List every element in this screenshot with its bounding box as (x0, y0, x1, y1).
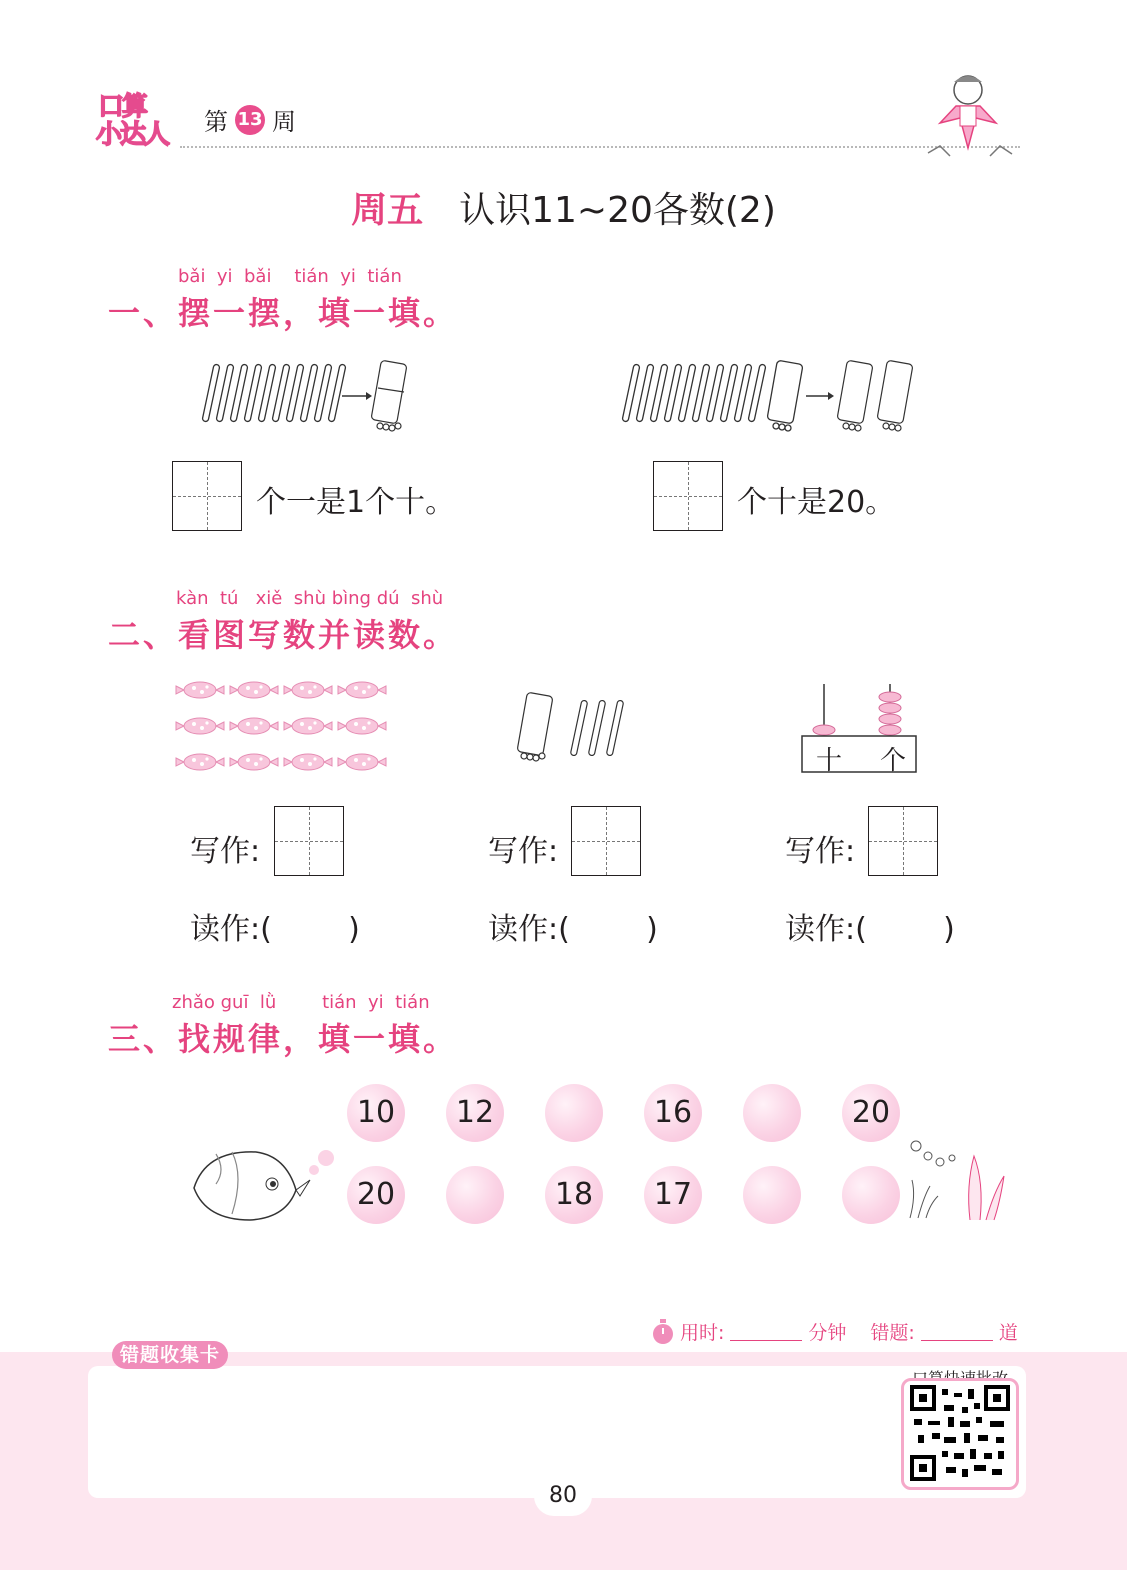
sticks-to-bundle-illustration (200, 356, 420, 432)
page-number: 80 (534, 1476, 592, 1516)
abacus-tens-label: 十 (816, 746, 843, 776)
page-title (0, 182, 1127, 233)
write-box-2[interactable] (571, 806, 641, 876)
section1-title: 一、摆一摆，填一填。 (108, 294, 459, 332)
pattern-bubble: 12 (446, 1084, 504, 1142)
stopwatch-icon (650, 1319, 676, 1345)
pattern-bubble: 10 (347, 1084, 405, 1142)
abacus-bead (879, 703, 901, 713)
time-label: 用时: (680, 1322, 725, 1344)
abacus-bead (879, 725, 901, 735)
title-day: 周五 (351, 190, 424, 231)
section3-title: 三、找规律，填一填。 (108, 1020, 459, 1058)
qr-code[interactable] (901, 1378, 1019, 1490)
candies-illustration (172, 676, 394, 778)
pattern-bubble: 20 (842, 1084, 900, 1142)
week-suffix: 周 (272, 108, 296, 136)
abacus-bead (879, 714, 901, 724)
read-label-1[interactable]: 读作:( ) (190, 912, 360, 947)
pattern-bubble: 20 (347, 1166, 405, 1224)
abacus-bead (813, 725, 835, 735)
write-label-2: 写作: (488, 834, 559, 869)
logo-line2: 小达人 (96, 120, 169, 150)
answer-box-2[interactable] (653, 461, 723, 531)
abacus-ones-label: 个 (880, 746, 907, 776)
seaweed-illustration (900, 1136, 1016, 1226)
pattern-bubble: 17 (644, 1166, 702, 1224)
errors-blank[interactable] (921, 1340, 993, 1341)
week-prefix: 第 (204, 108, 228, 136)
read-label-2[interactable]: 读作:( ) (488, 912, 658, 947)
title-topic: 认识11~20各数(2) (459, 190, 776, 231)
error-collection-tag: 错题收集卡 (112, 1341, 228, 1369)
section2-pinyin: kàn tú xiě shù bìng dú shù (176, 588, 444, 609)
read-label-3[interactable]: 读作:( ) (785, 912, 955, 947)
brand-logo (96, 86, 178, 148)
pattern-bubble: 16 (644, 1084, 702, 1142)
q2-text: 个十是20。 (737, 485, 896, 520)
errors-unit: 道 (998, 1322, 1018, 1344)
abacus-bead (879, 692, 901, 702)
sticks-to-two-bundles-illustration (620, 356, 930, 432)
time-errors-line (650, 1318, 1018, 1345)
pattern-bubble[interactable] (545, 1084, 603, 1142)
pattern-bubble[interactable] (446, 1166, 504, 1224)
errors-label: 错题: (870, 1322, 915, 1344)
write-label-3: 写作: (785, 834, 856, 869)
week-label (204, 102, 296, 137)
minutes-label: 分钟 (808, 1322, 847, 1344)
header-divider (180, 146, 1020, 148)
mascot-illustration (920, 68, 1020, 163)
q1-text: 个一是1个十。 (256, 485, 456, 520)
write-label-1: 写作: (190, 834, 261, 869)
time-blank[interactable] (730, 1340, 802, 1341)
bundle-and-sticks-illustration (512, 690, 636, 764)
pattern-bubble[interactable] (743, 1166, 801, 1224)
week-number-badge: 13 (235, 105, 265, 135)
qr-code-icon (904, 1381, 1016, 1487)
pattern-bubble: 18 (545, 1166, 603, 1224)
pattern-bubble[interactable] (743, 1084, 801, 1142)
section3-pinyin: zhǎo guī lǜ tián yi tián (172, 992, 430, 1013)
logo-line1: 口算 (98, 92, 147, 122)
section2-title: 二、看图写数并读数。 (108, 616, 459, 654)
fish-illustration (186, 1140, 336, 1230)
section1-pinyin: bǎi yi bǎi tián yi tián (178, 266, 402, 287)
write-box-3[interactable] (868, 806, 938, 876)
pattern-bubble[interactable] (842, 1166, 900, 1224)
write-box-1[interactable] (274, 806, 344, 876)
answer-box-1[interactable] (172, 461, 242, 531)
